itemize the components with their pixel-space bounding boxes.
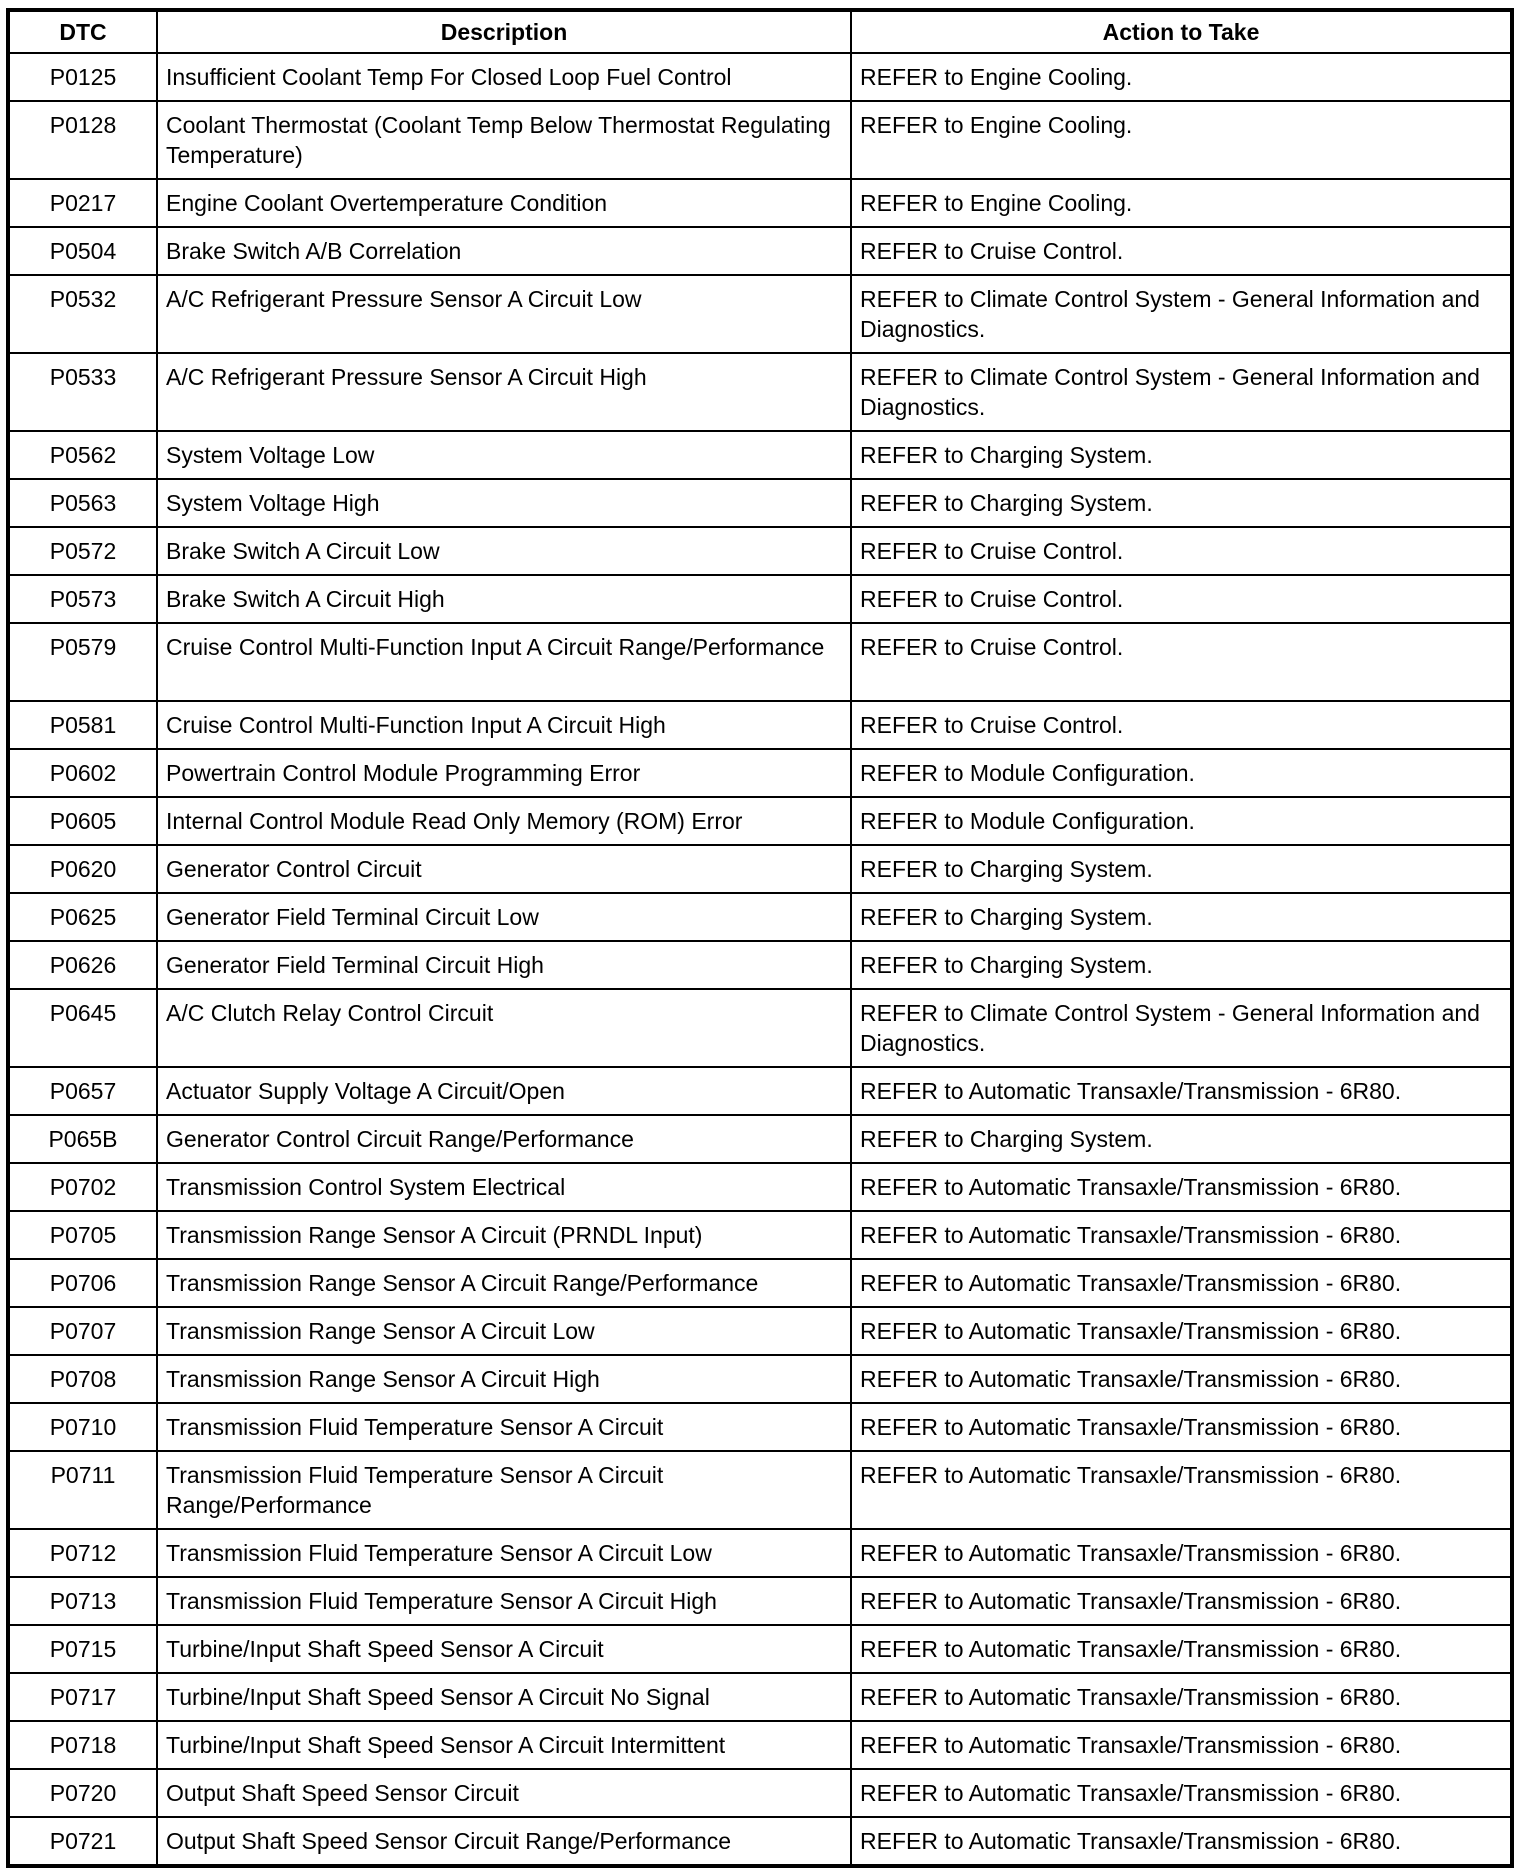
description-cell: Brake Switch A Circuit Low: [157, 527, 851, 575]
action-cell: REFER to Automatic Transaxle/Transmission - 6R80.: [851, 1259, 1512, 1307]
dtc-cell: P0705: [8, 1211, 157, 1259]
description-cell: Generator Control Circuit Range/Performance: [157, 1115, 851, 1163]
dtc-cell: P0657: [8, 1067, 157, 1115]
action-cell: REFER to Automatic Transaxle/Transmission - 6R80.: [851, 1067, 1512, 1115]
action-cell: REFER to Module Configuration.: [851, 797, 1512, 845]
action-cell: REFER to Automatic Transaxle/Transmission - 6R80.: [851, 1355, 1512, 1403]
dtc-cell: P0626: [8, 941, 157, 989]
table-row: [8, 275, 1512, 353]
dtc-cell: P0605: [8, 797, 157, 845]
dtc-cell: P0715: [8, 1625, 157, 1673]
action-cell: REFER to Engine Cooling.: [851, 179, 1512, 227]
table-row: [8, 1067, 1512, 1115]
description-cell: System Voltage Low: [157, 431, 851, 479]
description-cell: Transmission Control System Electrical: [157, 1163, 851, 1211]
dtc-cell: P0720: [8, 1769, 157, 1817]
table-row: [8, 1577, 1512, 1625]
table-row: [8, 1451, 1512, 1529]
table-row: [8, 1355, 1512, 1403]
table-row: [8, 1529, 1512, 1577]
table-header-row: [8, 10, 1512, 53]
description-cell: Actuator Supply Voltage A Circuit/Open: [157, 1067, 851, 1115]
table-row: [8, 1115, 1512, 1163]
table-row: [8, 1307, 1512, 1355]
table-row: [8, 53, 1512, 101]
table-row: [8, 893, 1512, 941]
table-row: [8, 101, 1512, 179]
table-row: [8, 431, 1512, 479]
action-cell: REFER to Automatic Transaxle/Transmission - 6R80.: [851, 1673, 1512, 1721]
table-row: [8, 1817, 1512, 1866]
action-cell: REFER to Automatic Transaxle/Transmission - 6R80.: [851, 1817, 1512, 1866]
action-cell: REFER to Automatic Transaxle/Transmission - 6R80.: [851, 1577, 1512, 1625]
description-cell: Internal Control Module Read Only Memory (ROM) Error: [157, 797, 851, 845]
description-cell: Output Shaft Speed Sensor Circuit Range/Performance: [157, 1817, 851, 1866]
dtc-cell: P0712: [8, 1529, 157, 1577]
dtc-cell: P0217: [8, 179, 157, 227]
action-cell: REFER to Charging System.: [851, 941, 1512, 989]
description-cell: Transmission Range Sensor A Circuit Low: [157, 1307, 851, 1355]
description-cell: Generator Field Terminal Circuit Low: [157, 893, 851, 941]
description-cell: Output Shaft Speed Sensor Circuit: [157, 1769, 851, 1817]
table-row: [8, 701, 1512, 749]
dtc-cell: P0713: [8, 1577, 157, 1625]
table-row: [8, 797, 1512, 845]
dtc-cell: P0645: [8, 989, 157, 1067]
action-cell: REFER to Cruise Control.: [851, 623, 1512, 701]
dtc-cell: P0563: [8, 479, 157, 527]
dtc-cell: P0625: [8, 893, 157, 941]
action-cell: REFER to Automatic Transaxle/Transmission - 6R80.: [851, 1403, 1512, 1451]
description-cell: A/C Refrigerant Pressure Sensor A Circuit High: [157, 353, 851, 431]
dtc-table: [6, 8, 1514, 1868]
dtc-cell: P0562: [8, 431, 157, 479]
description-cell: A/C Clutch Relay Control Circuit: [157, 989, 851, 1067]
table-body: [8, 53, 1512, 1866]
description-cell: Turbine/Input Shaft Speed Sensor A Circuit No Signal: [157, 1673, 851, 1721]
action-cell: REFER to Cruise Control.: [851, 527, 1512, 575]
dtc-cell: P0721: [8, 1817, 157, 1866]
table-row: [8, 1403, 1512, 1451]
action-cell: REFER to Climate Control System - General Information and Diagnostics.: [851, 353, 1512, 431]
dtc-cell: P0504: [8, 227, 157, 275]
dtc-cell: P0533: [8, 353, 157, 431]
table-row: [8, 623, 1512, 701]
description-cell: Transmission Fluid Temperature Sensor A Circuit: [157, 1403, 851, 1451]
dtc-cell: P0717: [8, 1673, 157, 1721]
table-row: [8, 479, 1512, 527]
table-row: [8, 575, 1512, 623]
description-cell: Turbine/Input Shaft Speed Sensor A Circuit: [157, 1625, 851, 1673]
table-row: [8, 1625, 1512, 1673]
dtc-cell: P0532: [8, 275, 157, 353]
action-cell: REFER to Charging System.: [851, 479, 1512, 527]
table-row: [8, 1721, 1512, 1769]
action-cell: REFER to Cruise Control.: [851, 227, 1512, 275]
table-row: [8, 527, 1512, 575]
description-cell: Transmission Range Sensor A Circuit Range/Performance: [157, 1259, 851, 1307]
action-cell: REFER to Cruise Control.: [851, 701, 1512, 749]
table-row: [8, 989, 1512, 1067]
header-description: Description: [157, 10, 851, 53]
dtc-cell: P0702: [8, 1163, 157, 1211]
action-cell: REFER to Module Configuration.: [851, 749, 1512, 797]
action-cell: REFER to Climate Control System - General Information and Diagnostics.: [851, 275, 1512, 353]
dtc-cell: P0128: [8, 101, 157, 179]
description-cell: Generator Control Circuit: [157, 845, 851, 893]
description-cell: Transmission Range Sensor A Circuit (PRNDL Input): [157, 1211, 851, 1259]
table-row: [8, 1259, 1512, 1307]
table-row: [8, 941, 1512, 989]
action-cell: REFER to Charging System.: [851, 1115, 1512, 1163]
dtc-cell: P0125: [8, 53, 157, 101]
action-cell: REFER to Automatic Transaxle/Transmission - 6R80.: [851, 1307, 1512, 1355]
table-row: [8, 1673, 1512, 1721]
description-cell: Cruise Control Multi-Function Input A Circuit High: [157, 701, 851, 749]
dtc-cell: P0718: [8, 1721, 157, 1769]
action-cell: REFER to Charging System.: [851, 893, 1512, 941]
action-cell: REFER to Automatic Transaxle/Transmission - 6R80.: [851, 1721, 1512, 1769]
description-cell: Powertrain Control Module Programming Error: [157, 749, 851, 797]
description-cell: A/C Refrigerant Pressure Sensor A Circuit Low: [157, 275, 851, 353]
description-cell: Brake Switch A/B Correlation: [157, 227, 851, 275]
action-cell: REFER to Cruise Control.: [851, 575, 1512, 623]
action-cell: REFER to Automatic Transaxle/Transmission - 6R80.: [851, 1451, 1512, 1529]
dtc-cell: P0572: [8, 527, 157, 575]
description-cell: Transmission Fluid Temperature Sensor A Circuit Low: [157, 1529, 851, 1577]
dtc-cell: P065B: [8, 1115, 157, 1163]
dtc-cell: P0579: [8, 623, 157, 701]
dtc-cell: P0620: [8, 845, 157, 893]
table-row: [8, 749, 1512, 797]
table-row: [8, 845, 1512, 893]
dtc-cell: P0707: [8, 1307, 157, 1355]
action-cell: REFER to Automatic Transaxle/Transmission - 6R80.: [851, 1529, 1512, 1577]
description-cell: Insufficient Coolant Temp For Closed Loop Fuel Control: [157, 53, 851, 101]
description-cell: Engine Coolant Overtemperature Condition: [157, 179, 851, 227]
description-cell: Transmission Range Sensor A Circuit High: [157, 1355, 851, 1403]
action-cell: REFER to Automatic Transaxle/Transmission - 6R80.: [851, 1163, 1512, 1211]
table-row: [8, 1163, 1512, 1211]
dtc-cell: P0573: [8, 575, 157, 623]
header-dtc: DTC: [8, 10, 157, 53]
table-row: [8, 1211, 1512, 1259]
dtc-cell: P0602: [8, 749, 157, 797]
description-cell: System Voltage High: [157, 479, 851, 527]
description-cell: Brake Switch A Circuit High: [157, 575, 851, 623]
table-row: [8, 179, 1512, 227]
description-cell: Turbine/Input Shaft Speed Sensor A Circuit Intermittent: [157, 1721, 851, 1769]
description-cell: Cruise Control Multi-Function Input A Circuit Range/Performance: [157, 623, 851, 701]
description-cell: Transmission Fluid Temperature Sensor A Circuit High: [157, 1577, 851, 1625]
dtc-cell: P0706: [8, 1259, 157, 1307]
dtc-cell: P0710: [8, 1403, 157, 1451]
action-cell: REFER to Charging System.: [851, 431, 1512, 479]
action-cell: REFER to Automatic Transaxle/Transmission - 6R80.: [851, 1625, 1512, 1673]
dtc-cell: P0581: [8, 701, 157, 749]
table-row: [8, 227, 1512, 275]
action-cell: REFER to Engine Cooling.: [851, 53, 1512, 101]
dtc-cell: P0708: [8, 1355, 157, 1403]
action-cell: REFER to Charging System.: [851, 845, 1512, 893]
action-cell: REFER to Automatic Transaxle/Transmission - 6R80.: [851, 1211, 1512, 1259]
description-cell: Coolant Thermostat (Coolant Temp Below Thermostat Regulating Temperature): [157, 101, 851, 179]
description-cell: Transmission Fluid Temperature Sensor A Circuit Range/Performance: [157, 1451, 851, 1529]
dtc-cell: P0711: [8, 1451, 157, 1529]
description-cell: Generator Field Terminal Circuit High: [157, 941, 851, 989]
table-row: [8, 1769, 1512, 1817]
action-cell: REFER to Climate Control System - General Information and Diagnostics.: [851, 989, 1512, 1067]
action-cell: REFER to Engine Cooling.: [851, 101, 1512, 179]
action-cell: REFER to Automatic Transaxle/Transmission - 6R80.: [851, 1769, 1512, 1817]
table-row: [8, 353, 1512, 431]
header-action: Action to Take: [851, 10, 1512, 53]
